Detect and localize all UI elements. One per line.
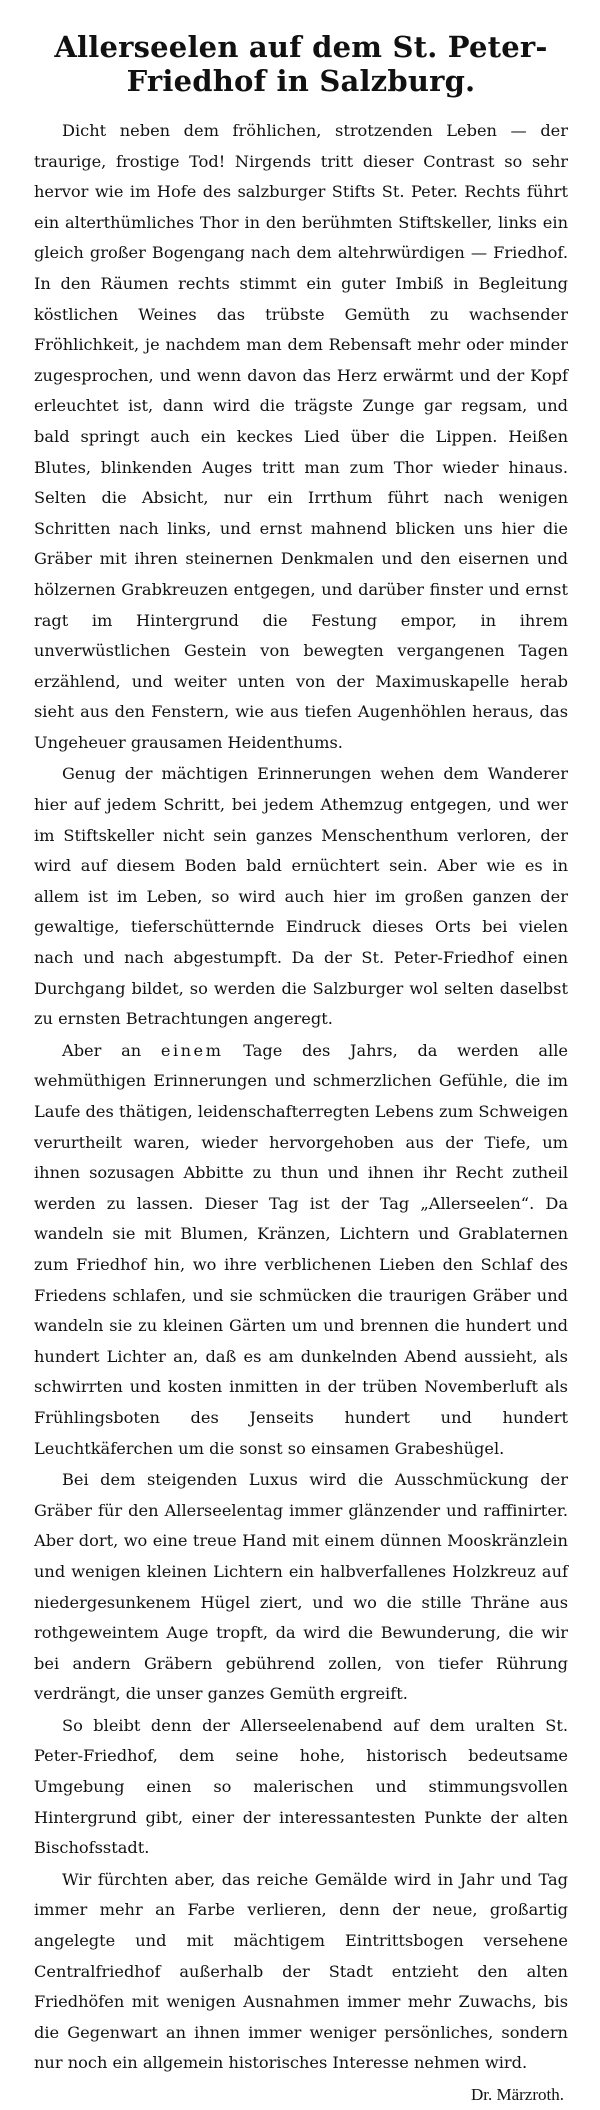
paragraph-3-rest: Tage des Jahrs, da werden alle wehmüthigen Erinnerungen und schmerzlichen Gefühle, die im Laufe des thätigen, leidenschafterregten Lebens zum Schweigen verurtheilt waren, wieder hervorgehoben aus der Tiefe, um ihnen sozusagen Abbitte zu thun und ihnen ihr Recht zutheil werden zu lassen. Dieser Tag ist der Tag „Allerseelen“. Da wandeln sie mit Blumen, Kränzen, Lichtern und Grablaternen zum Friedhof hin, wo ihre verblichenen Lieben den Schlaf des Friedens schlafen, und sie schmücken die traurigen Gräber und wandeln sie zu kleinen Gärten um und brennen die hundert und hundert Lichter an, daß es am dunkelnden Abend aussieht, als schwirrten und kosten inmitten in der trüben Novemberluft als Frühlingsboten des Jenseits hundert und hundert Leuchtkäferchen um die sonst so einsamen Grabeshügel. xyxy=(34,1040,568,1458)
paragraph-4: Bei dem steigenden Luxus wird die Ausschmückung der Gräber für den Allerseelentag immer glänzender und raffinirter. Aber dort, wo eine treue Hand mit einem dünnen Mooskränzlein und wenigen kleinen Lichtern ein halbverfallenes Holzkreuz auf niedergesunkenem Hügel ziert, und wo die stille Thräne aus rothgeweintem Auge tropft, da wird die Bewunderung, die wir bei andern Gräbern gebührend zollen, von tiefer Rührung verdrängt, die unser ganzes Gemüth ergreift. xyxy=(34,1470,568,1704)
article-body xyxy=(34,116,568,2079)
emphasized-word: einem xyxy=(160,1040,224,1060)
paragraph-3-start: Aber an xyxy=(62,1040,161,1060)
paragraph-2: Genug der mächtigen Erinnerungen wehen dem Wanderer hier auf jedem Schritt, bei jedem Athemzug entgegen, und wer im Stiftskeller nicht sein ganzes Menschenthum verloren, der wird auf diesem Boden bald ernüchtert sein. Aber wie es in allem ist im Leben, so wird auch hier im großen ganzen der gewaltige, tieferschütternde Eindruck dieses Orts bei vielen nach und nach abgestumpft. Da der St. Peter-Friedhof einen Durchgang bildet, so werden die Salzburger wol selten daselbst zu ernsten Betrachtungen angeregt. xyxy=(34,764,568,1029)
paragraph-6: Wir fürchten aber, das reiche Gemälde wird in Jahr und Tag immer mehr an Farbe verlieren, denn der neue, großartig angelegte und mit mächtigem Eintrittsbogen versehene Centralfriedhof außerhalb der Stadt entzieht den alten Friedhöfen mit wenigen Ausnahmen immer mehr Zuwachs, bis die Gegenwart an ihnen immer weniger persönliches, sondern nur noch ein allgemein historisches Interesse nehmen wird. xyxy=(34,1869,568,2073)
paragraph-3 xyxy=(34,1036,568,1464)
paragraph-5: So bleibt denn der Allerseelenabend auf dem uralten St. Peter-Friedhof, dem seine hohe, historisch bedeutsame Umgebung einen so malerischen und stimmungsvollen Hintergrund gibt, einer der interessantesten Punkte der alten Bischofsstadt. xyxy=(34,1715,568,1858)
paragraph-1: Dicht neben dem fröhlichen, strotzenden Leben — der traurige, frostige Tod! Nirgends tritt dieser Contrast so sehr hervor wie im Hofe des salzburger Stifts St. Peter. Rechts führt ein alterthümliches Thor in den berühmten Stiftskeller, links ein gleich großer Bogengang nach dem altehrwürdigen — Friedhof. In den Räumen rechts stimmt ein guter Imbiß in Begleitung köstlichen Weines das trübste Gemüth zu wachsender Fröhlichkeit, je nachdem man dem Rebensaft mehr oder minder zugesprochen, und wenn davon das Herz erwärmt und der Kopf erleuchtet ist, dann wird die trägste Zunge gar regsam, und bald springt auch ein keckes Lied über die Lippen. Heißen Blutes, blinkenden Auges tritt man zum Thor wieder hinaus. Selten die Absicht, nur ein Irrthum führt nach wenigen Schritten nach links, und ernst mahnend blicken uns hier die Gräber mit ihren steinernen Denkmalen und den eisernen und hölzernen Grabkreuzen entgegen, und darüber finster und ernst ragt im Hintergrund die Festung empor, in ihrem unverwüstlichen Gestein von bewegten vergangenen Tagen erzählend, und weiter unten von der Maximuskapelle herab sieht aus den Fenstern, wie aus tiefen Augenhöhlen heraus, das Ungeheuer grausamen Heidenthums. xyxy=(34,121,568,752)
article-title: Allerseelen auf dem St. Peter-Friedhof in Salzburg. xyxy=(54,30,548,98)
author-signature: Dr. Märzroth. xyxy=(470,2085,564,2104)
